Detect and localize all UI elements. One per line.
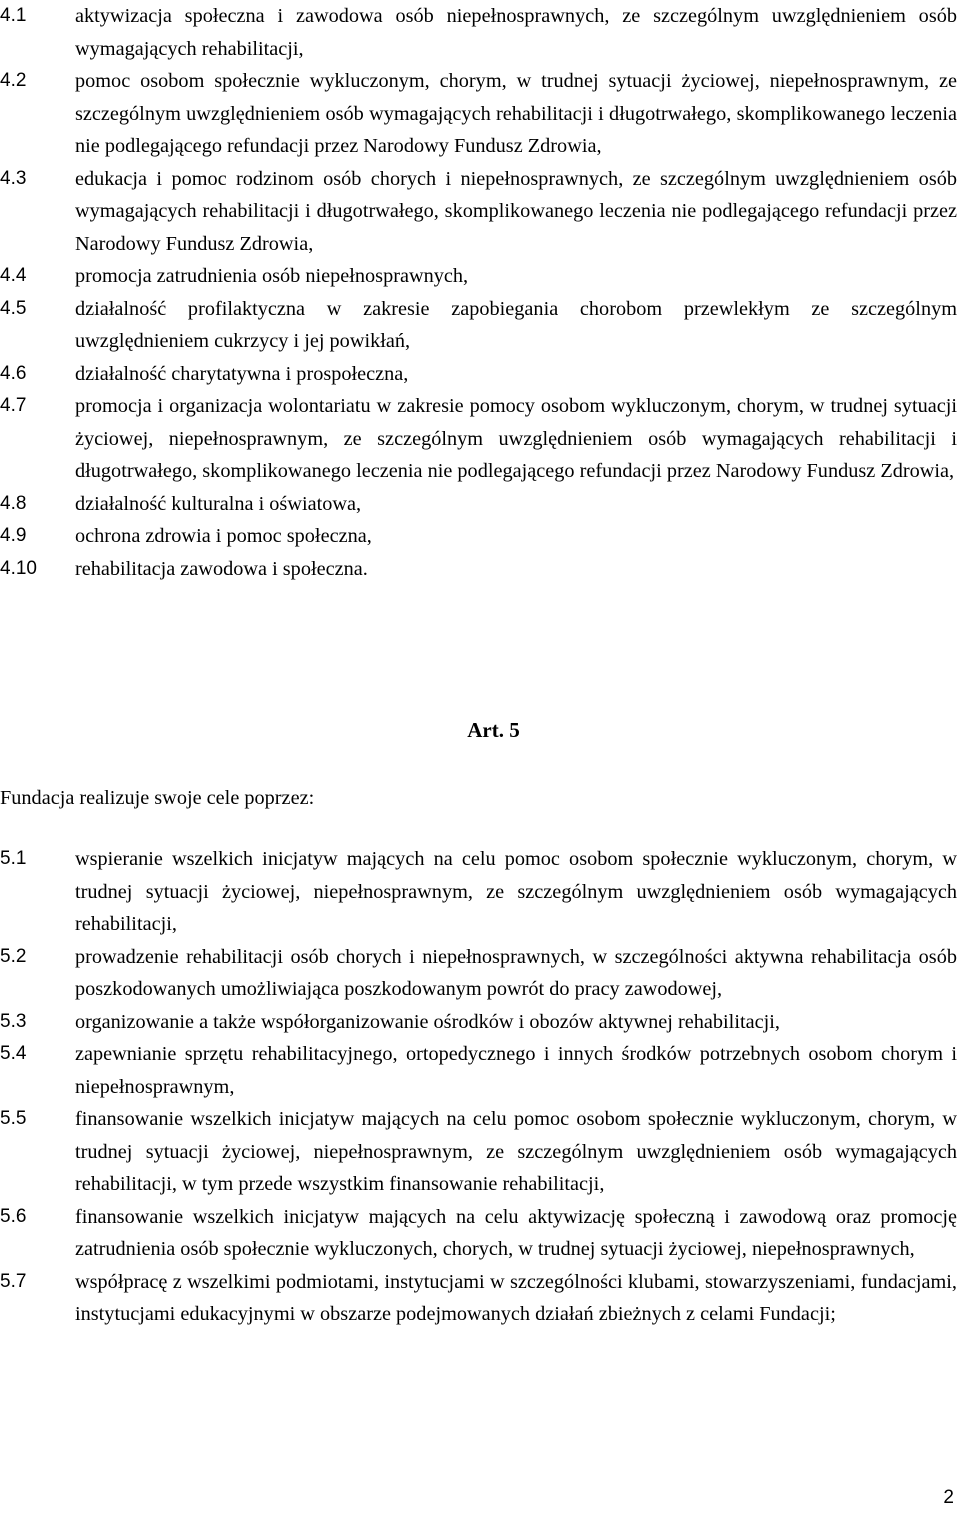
intro-text: Fundacja realizuje swoje cele poprzez:: [0, 787, 315, 809]
list-item-4-2: [0, 65, 957, 163]
list-item-4-5: [0, 293, 957, 358]
item-text: rehabilitacja zawodowa i społeczna.: [75, 557, 368, 580]
item-text: finansowanie wszelkich inicjatyw mających na celu pomoc osobom społecznie wykluczonym, chorym, w trudnej sytuacji życiowej, niepełnosprawnym, ze szczególnym uwzględnieniem osób wymagających rehabilitacji, w tym przede wszystkim finansowanie rehabilitacji,: [75, 1108, 957, 1195]
item-text: promocja i organizacja wolontariatu w zakresie pomocy osobom wykluczonym, chorym, w trudnej sytuacji życiowej, niepełnosprawnym, ze szczególnym uwzględnieniem osób wymagających rehabilitacji i długotrwałego, skomplikowanego leczenia nie podlegającego refundacji przez Narodowy Fundusz Zdrowia,: [75, 395, 957, 482]
section-4-list: [0, 0, 957, 585]
item-text: aktywizacja społeczna i zawodowa osób niepełnosprawnych, ze szczególnym uwzględnieniem osób wymagających rehabilitacji,: [75, 5, 957, 60]
item-number: 4.3: [0, 167, 27, 189]
list-item-4-9: [0, 520, 957, 553]
item-text: zapewnianie sprzętu rehabilitacyjnego, ortopedycznego i innych środków potrzebnych osobom chorym i niepełnosprawnym,: [75, 1043, 957, 1098]
list-item-5-3: [0, 1006, 957, 1039]
item-number: 5.5: [0, 1108, 27, 1129]
section-5-list: [0, 843, 957, 1331]
item-text: działalność kulturalna i oświatowa,: [75, 492, 362, 515]
item-text: pomoc osobom społecznie wykluczonym, chorym, w trudnej sytuacji życiowej, niepełnosprawnym, ze szczególnym uwzględnieniem osób wymagających rehabilitacji i długotrwałego, skomplikowanego leczenia nie podlegającego refundacji przez Narodowy Fundusz Zdrowia,: [75, 70, 957, 157]
item-number: 5.4: [0, 1043, 27, 1064]
item-number: 4.8: [0, 492, 27, 514]
list-item-4-1: [0, 0, 957, 65]
list-item-4-7: [0, 390, 957, 488]
item-number: 4.2: [0, 70, 27, 91]
item-text: organizowanie a także współorganizowanie ośrodków i obozów aktywnej rehabilitacji,: [75, 1010, 780, 1033]
list-item-5-1: [0, 843, 957, 941]
item-number: 5.6: [0, 1205, 27, 1227]
list-item-4-3: [0, 163, 957, 261]
item-text: wspieranie wszelkich inicjatyw mających na celu pomoc osobom społecznie wykluczonym, chorym, w trudnej sytuacji życiowej, niepełnosprawnym, ze szczególnym uwzględnieniem osób wymagających rehabilitacji,: [75, 848, 957, 935]
item-number: 5.3: [0, 1010, 27, 1032]
item-number: 4.5: [0, 297, 27, 319]
item-number: 4.1: [0, 5, 27, 26]
item-number: 4.4: [0, 265, 27, 286]
item-number: 5.7: [0, 1270, 27, 1292]
item-number: 5.2: [0, 945, 27, 967]
list-item-5-4: [0, 1038, 957, 1103]
list-item-4-6: [0, 358, 957, 391]
item-text: działalność charytatywna i prospołeczna,: [75, 362, 409, 385]
item-text: prowadzenie rehabilitacji osób chorych i niepełnosprawnych, w szczególności aktywna rehabilitacja osób poszkodowanych umożliwiająca poszkodowanym powrót do pracy zawodowej,: [75, 945, 957, 1000]
list-item-5-7: [0, 1266, 957, 1331]
item-text: współpracę z wszelkimi podmiotami, instytucjami w szczególności klubami, stowarzyszeniami, fundacjami, instytucjami edukacyjnymi w obszarze podejmowanych działań zbieżnych z celami Fundacji;: [75, 1270, 957, 1325]
article-heading: Art. 5: [467, 718, 520, 742]
item-text: promocja zatrudnienia osób niepełnosprawnych,: [75, 265, 469, 287]
item-number: 4.7: [0, 395, 27, 416]
list-item-5-5: [0, 1103, 957, 1201]
list-item-4-4: [0, 260, 957, 293]
page-number: 2: [943, 1487, 954, 1508]
list-item-4-10: [0, 553, 957, 586]
list-item-4-8: [0, 488, 957, 521]
item-text: edukacja i pomoc rodzinom osób chorych i niepełnosprawnych, ze szczególnym uwzględnieniem osób wymagających rehabilitacji i długotrwałego, skomplikowanego leczenia nie podlegającego refundacji przez Narodowy Fundusz Zdrowia,: [75, 167, 957, 255]
item-text: finansowanie wszelkich inicjatyw mających na celu aktywizację społeczną i zawodową oraz promocję zatrudnienia osób społecznie wykluczonych, chorych, w trudnej sytuacji życiowej, niepełnosprawnych,: [75, 1205, 957, 1260]
list-item-5-2: [0, 941, 957, 1006]
item-number: 4.9: [0, 525, 27, 546]
item-number: 4.6: [0, 362, 27, 384]
item-text: działalność profilaktyczna w zakresie zapobiegania chorobom przewlekłym ze szczególnym uwzględnieniem cukrzycy i jej powikłań,: [75, 297, 957, 352]
item-number: 4.10: [0, 557, 37, 579]
item-text: ochrona zdrowia i pomoc społeczna,: [75, 525, 372, 547]
list-item-5-6: [0, 1201, 957, 1266]
item-number: 5.1: [0, 848, 27, 869]
